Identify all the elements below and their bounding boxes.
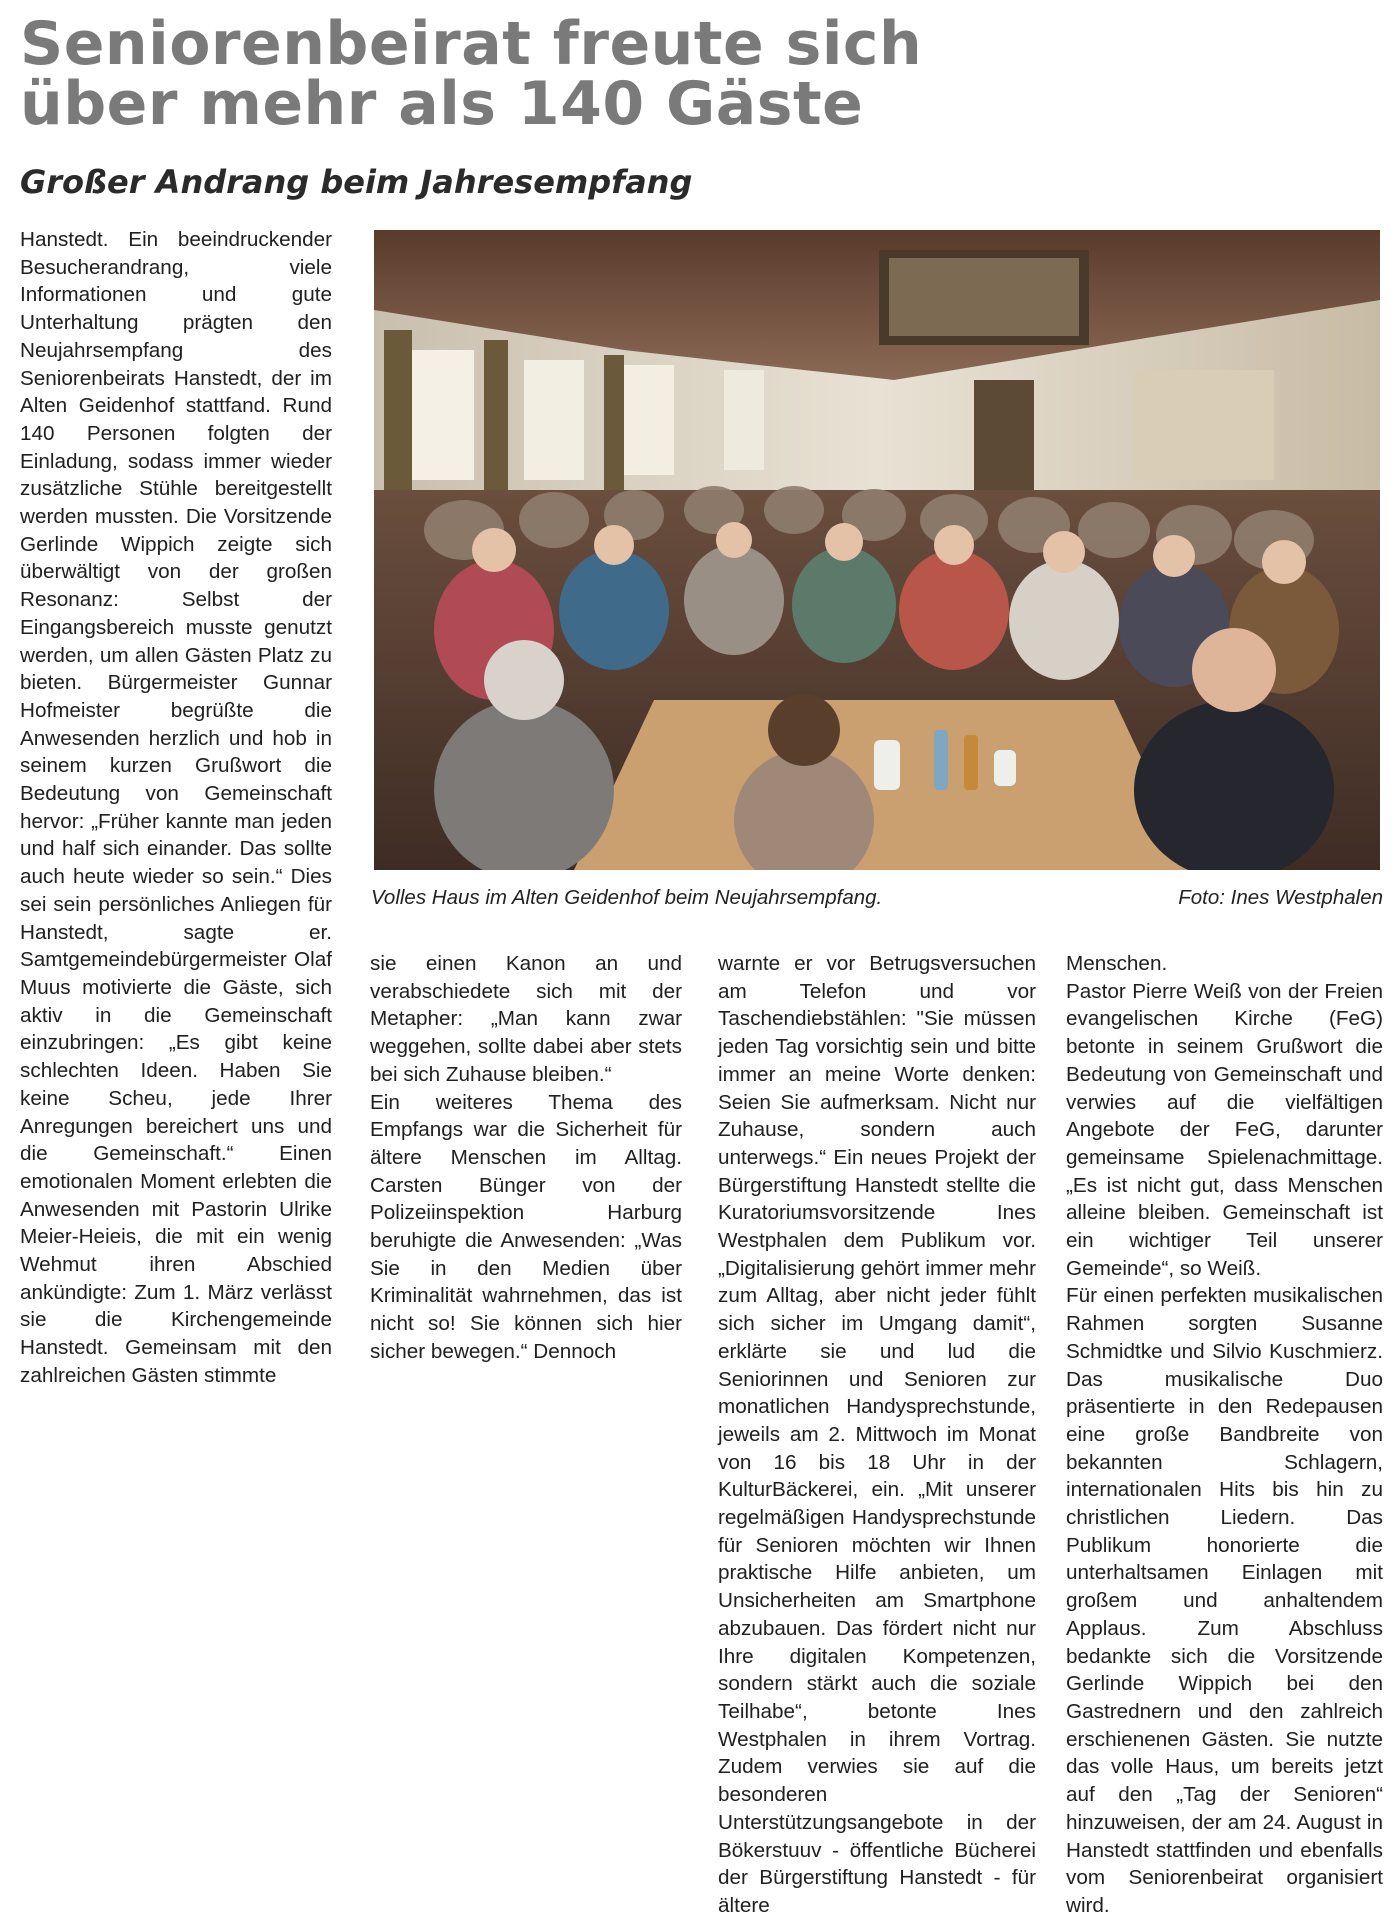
column-3-paragraph-1: warnte er vor Betrugsversuchen am Telefon und vor Taschendiebstählen: "Sie müssen jeden Tag vorsichtig sein und bitte immer an meine Worte denken: Seien Sie aufmerksam. Nicht nur Zuhause, sondern auch unterwegs.“ Ein neues Projekt der Bürgerstiftung Hanstedt stellte die Kuratoriumsvorsitzende Ines Westphalen dem Publikum vor. „Digitalisierung gehört immer mehr zum Alltag, aber nicht jeder fühlt sich sicher im Umgang damit“, erklärte sie und lud die Seniorinnen und Senioren zur monatlichen Handysprechstunde, jeweils am 2. Mittwoch im Monat von 16 bis 18 Uhr in der KulturBäckerei, ein. „Mit unserer regelmäßigen Handysprechstunde für Senioren möchten wir Ihnen praktische Hilfe anbieten, um Unsicherheiten am Smartphone abzubauen. Das fördert nicht nur Ihre digitalen Kompetenzen, sondern stärkt auch die soziale Teilhabe“, betonte Ines Westphalen in ihrem Vortrag. Zudem verwies sie auf die besonderen Unterstützungsangebote in der Bökerstuuv - öffentliche Bücherei der Bürgerstiftung Hanstedt - für ältere [718, 952, 1036, 1917]
event-photo [374, 230, 1380, 870]
article-column-3 [718, 950, 1036, 1920]
article-column-2 [370, 950, 682, 1366]
headline-line-2: über mehr als 140 Gäste [20, 69, 864, 139]
column-4-paragraph-3: Für einen perfekten musikalischen Rahmen sorgten Susanne Schmidtke und Silvio Kuschmierz. Das musikalische Duo präsentierte in den Redepausen eine große Bandbreite von bekannten Schlagern, internationalen Hits bis hin zu christlichen Liedern. Das Publikum honorierte die unterhaltsamen Einlagen mit großem und anhaltendem Applaus. Zum Abschluss bedankte sich die Vorsitzende Gerlinde Wippich bei den Gastrednern und den zahlreich erschienenen Gästen. Sie nutzte das volle Haus, um bereits jetzt auf den „Tag der Senioren“ hinzuweisen, der am 24. August in Hanstedt stattfinden und ebenfalls vom Seniorenbeirat organisiert wird. [1066, 1284, 1383, 1917]
article-column-4 [1066, 950, 1383, 1920]
photo-image [374, 230, 1380, 870]
column-1-paragraph-1: Hanstedt. Ein beeindruckender Besucherandrang, viele Informationen und gute Unterhaltung prägten den Neujahrsempfang des Seniorenbeirats Hanstedt, der im Alten Geidenhof stattfand. Rund 140 Personen folgten der Einladung, sodass immer wieder zusätzliche Stühle bereitgestellt werden mussten. Die Vorsitzende Gerlinde Wippich zeigte sich überwältigt von der großen Resonanz: Selbst der Eingangsbereich musste genutzt werden, um allen Gästen Platz zu bieten. Bürgermeister Gunnar Hofmeister begrüßte die Anwesenden herzlich und hob in seinem kurzen Grußwort die Bedeutung von Gemeinschaft hervor: „Früher kannte man jeden und half sich einander. Das sollte auch heute wieder so sein.“ Dies sei sein persönliches Anliegen für Hanstedt, sagte er. Samtgemeindebürgermeister Olaf Muus motivierte die Gäste, sich aktiv in die Gemeinschaft einzubringen: „Es gibt keine schlechten Ideen. Haben Sie keine Scheu, jede Ihrer Anregungen bereichert uns und die Gemeinschaft.“ Einen emotionalen Moment erlebten die Anwesenden mit Pastorin Ulrike Meier-Heieis, die mit ein wenig Wehmut ihren Abschied ankündigte: Zum 1. März verlässt sie die Kirchengemeinde Hanstedt. Gemeinsam mit den zahlreichen Gästen stimmte [20, 228, 332, 1387]
article-column-1 [20, 226, 332, 1390]
headline-line-1: Seniorenbeirat freute sich [20, 9, 923, 79]
photo-caption-row [371, 884, 1383, 912]
headline [20, 9, 1220, 139]
subheadline: Großer Andrang beim Jahresempfang [20, 163, 693, 201]
column-2-paragraph-1: sie einen Kanon an und verabschiedete sich mit der Metapher: „Man kann zwar weggehen, sollte dabei aber stets bei sich Zuhause bleiben.“ [370, 952, 682, 1086]
column-4-paragraph-2: Pastor Pierre Weiß von der Freien evangelischen Kirche (FeG) betonte in seinem Grußwort die Bedeutung von Gemeinschaft und verwies auf die vielfältigen Angebote der FeG, darunter gemeinsame Spielenachmittage. „Es ist nicht gut, dass Menschen alleine bleiben. Gemeinschaft ist ein wichtiger Teil unserer Gemeinde“, so Weiß. [1066, 979, 1383, 1280]
photo-credit: Foto: Ines Westphalen [1178, 886, 1383, 909]
column-4-paragraph-1: Menschen. [1066, 952, 1168, 975]
photo-caption: Volles Haus im Alten Geidenhof beim Neujahrsempfang. [371, 886, 883, 909]
column-2-paragraph-2: Ein weiteres Thema des Empfangs war die Sicherheit für ältere Menschen im Alltag. Carsten Bünger von der Polizeiinspektion Harburg beruhigte die Anwesenden: „Was Sie in den Medien über Kriminalität wahrnehmen, das ist nicht so! Sie können sich hier sicher bewegen.“ Dennoch [370, 1090, 682, 1363]
